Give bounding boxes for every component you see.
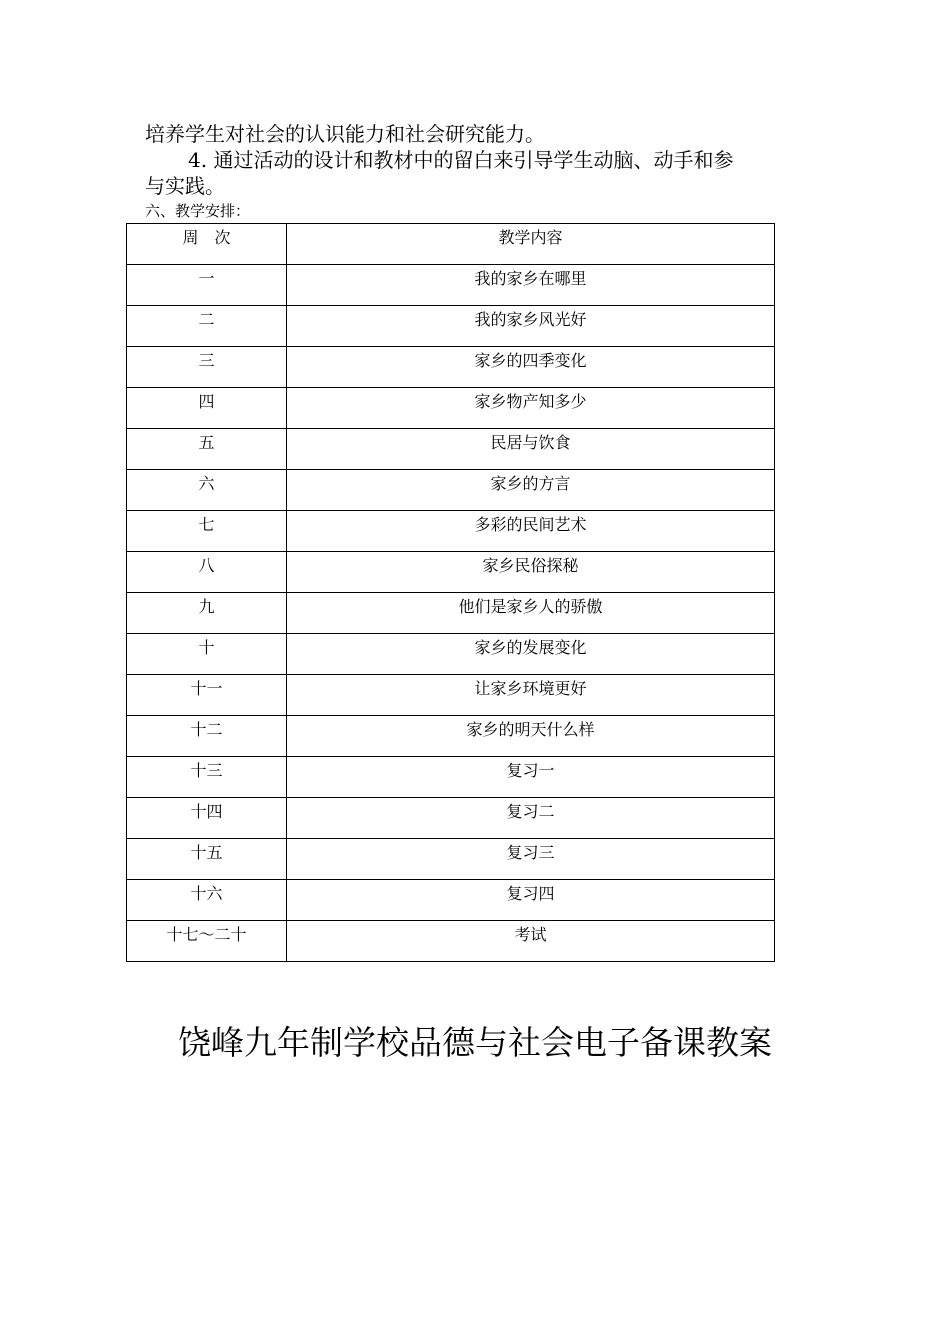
content-text: 复习三 xyxy=(506,843,555,862)
week-cell xyxy=(127,511,287,552)
content-text: 家乡的四季变化 xyxy=(474,351,587,370)
paragraph-line-3: 与实践。 xyxy=(145,174,225,198)
content-column-header xyxy=(287,224,775,265)
week-text: 十七～二十 xyxy=(166,925,247,944)
table-row xyxy=(127,798,775,839)
table-header-row xyxy=(127,224,775,265)
week-cell xyxy=(127,347,287,388)
content-text: 家乡的发展变化 xyxy=(474,638,587,657)
content-cell xyxy=(287,347,775,388)
content-text: 家乡的方言 xyxy=(490,474,571,493)
paragraph-line-1: 培养学生对社会的认识能力和社会研究能力。 xyxy=(145,122,545,146)
content-text: 他们是家乡人的骄傲 xyxy=(458,597,603,616)
content-text: 家乡民俗探秘 xyxy=(482,556,579,575)
content-text: 家乡物产知多少 xyxy=(474,392,587,411)
table-row xyxy=(127,921,775,962)
content-cell xyxy=(287,388,775,429)
table-row xyxy=(127,757,775,798)
week-text: 十一 xyxy=(190,679,223,698)
content-text: 我的家乡在哪里 xyxy=(474,269,587,288)
week-text: 十六 xyxy=(190,884,223,903)
content-text: 复习一 xyxy=(506,761,555,780)
content-text: 多彩的民间艺术 xyxy=(474,515,587,534)
table-row xyxy=(127,552,775,593)
content-cell xyxy=(287,839,775,880)
content-header-text: 教学内容 xyxy=(498,228,563,247)
week-text: 十三 xyxy=(190,761,223,780)
content-text: 考试 xyxy=(514,925,547,944)
week-text: 十五 xyxy=(190,843,223,862)
week-text: 十二 xyxy=(190,720,223,739)
paragraph-line-2: 4. 通过活动的设计和教材中的留白来引导学生动脑、动手和参 xyxy=(188,148,734,172)
content-text: 民居与饮食 xyxy=(490,433,571,452)
week-text: 一 xyxy=(198,269,215,288)
content-cell xyxy=(287,675,775,716)
week-text: 十四 xyxy=(190,802,223,821)
table-row xyxy=(127,470,775,511)
table-row xyxy=(127,306,775,347)
table-row xyxy=(127,880,775,921)
table-row xyxy=(127,675,775,716)
week-text: 四 xyxy=(198,392,215,411)
week-text: 九 xyxy=(198,597,215,616)
week-text: 五 xyxy=(198,433,215,452)
table-row xyxy=(127,347,775,388)
week-text: 六 xyxy=(198,474,215,493)
week-cell xyxy=(127,921,287,962)
week-cell xyxy=(127,839,287,880)
content-text: 家乡的明天什么样 xyxy=(466,720,595,739)
content-cell xyxy=(287,470,775,511)
week-column-header xyxy=(127,224,287,265)
week-header-text: 周 次 xyxy=(182,228,231,247)
week-cell xyxy=(127,798,287,839)
table-row xyxy=(127,429,775,470)
week-cell xyxy=(127,757,287,798)
table-row xyxy=(127,634,775,675)
section-title: 六、教学安排： xyxy=(145,202,251,220)
content-cell xyxy=(287,306,775,347)
school-title: 饶峰九年制学校品德与社会电子备课教案 xyxy=(178,1023,772,1062)
week-cell xyxy=(127,552,287,593)
week-cell xyxy=(127,470,287,511)
content-cell xyxy=(287,265,775,306)
week-text: 二 xyxy=(198,310,215,329)
content-text: 复习二 xyxy=(506,802,555,821)
table-row xyxy=(127,388,775,429)
table-row xyxy=(127,839,775,880)
content-cell xyxy=(287,593,775,634)
table-body xyxy=(127,265,775,962)
content-cell xyxy=(287,921,775,962)
content-cell xyxy=(287,880,775,921)
week-text: 三 xyxy=(198,351,215,370)
content-text: 我的家乡风光好 xyxy=(474,310,587,329)
content-cell xyxy=(287,757,775,798)
content-text: 让家乡环境更好 xyxy=(474,679,587,698)
week-cell xyxy=(127,593,287,634)
week-text: 十 xyxy=(198,638,215,657)
week-text: 八 xyxy=(198,556,215,575)
week-cell xyxy=(127,716,287,757)
content-cell xyxy=(287,429,775,470)
week-cell xyxy=(127,265,287,306)
table-row xyxy=(127,511,775,552)
teaching-schedule-table xyxy=(126,223,775,962)
content-cell xyxy=(287,798,775,839)
week-cell xyxy=(127,388,287,429)
content-cell xyxy=(287,634,775,675)
content-cell xyxy=(287,716,775,757)
week-cell xyxy=(127,880,287,921)
week-cell xyxy=(127,634,287,675)
week-cell xyxy=(127,306,287,347)
week-cell xyxy=(127,675,287,716)
content-cell xyxy=(287,511,775,552)
table-row xyxy=(127,716,775,757)
content-cell xyxy=(287,552,775,593)
week-cell xyxy=(127,429,287,470)
content-text: 复习四 xyxy=(506,884,555,903)
table-row xyxy=(127,265,775,306)
table-row xyxy=(127,593,775,634)
week-text: 七 xyxy=(198,515,215,534)
